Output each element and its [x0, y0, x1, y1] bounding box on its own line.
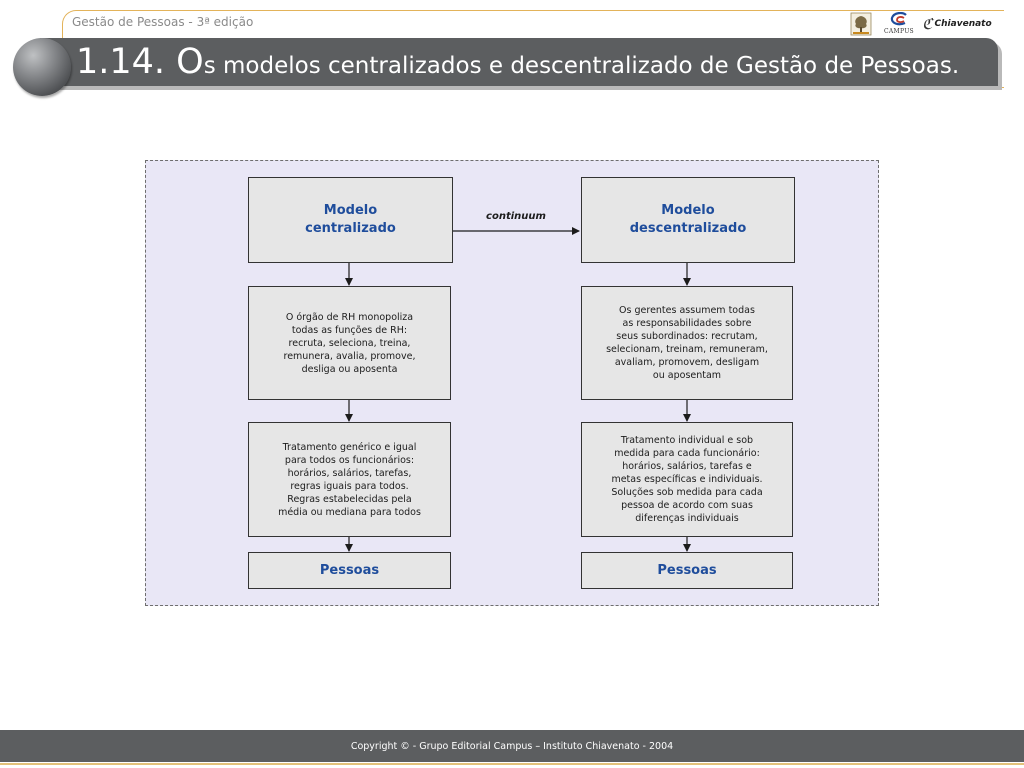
centralized-model-box: Modelo centralizado: [248, 177, 453, 263]
book-title: Gestão de Pessoas - 3ª edição: [72, 15, 254, 29]
chiavenato-c-icon: ℭ: [922, 15, 933, 33]
slide-title-text: s modelos centralizados e descentralizado de Gestão de Pessoas.: [203, 53, 960, 79]
decentralized-treatment-box: Tratamento individual e sob medida para cada funcionário: horários, salários, tarefas e metas específicas e individuais. Soluções sob medida para cada pessoa de acordo com suas diferenças individuais: [581, 422, 793, 537]
campus-logo-text: CAMPUS: [884, 28, 914, 35]
centralized-description-box: O órgão de RH monopoliza todas as funções de RH: recruta, seleciona, treina, remunera, avalia, promove, desliga ou aposenta: [248, 286, 451, 400]
decentralized-model-box: Modelo descentralizado: [581, 177, 795, 263]
copyright-text: Copyright © - Grupo Editorial Campus – Instituto Chiavenato - 2004: [350, 741, 674, 752]
centralized-treatment-box: Tratamento genérico e igual para todos os funcionários: horários, salários, tarefas, regras iguais para todos. Regras estabelecidas pela média ou mediana para todos: [248, 422, 451, 537]
slide-title-number: 1.14. O: [76, 42, 204, 82]
continuum-label: continuum: [486, 211, 546, 222]
decentralized-description-box: Os gerentes assumem todas as responsabilidades sobre seus subordinados: recrutam, selecionam, treinam, remuneram, avaliam, promovem, desligam ou aposentam: [581, 286, 793, 400]
decentralized-people-box: Pessoas: [581, 552, 793, 589]
centralized-people-box: Pessoas: [248, 552, 451, 589]
footer-accent-line: [0, 763, 1024, 765]
chiavenato-logo-text: Chiavenato: [934, 19, 992, 29]
